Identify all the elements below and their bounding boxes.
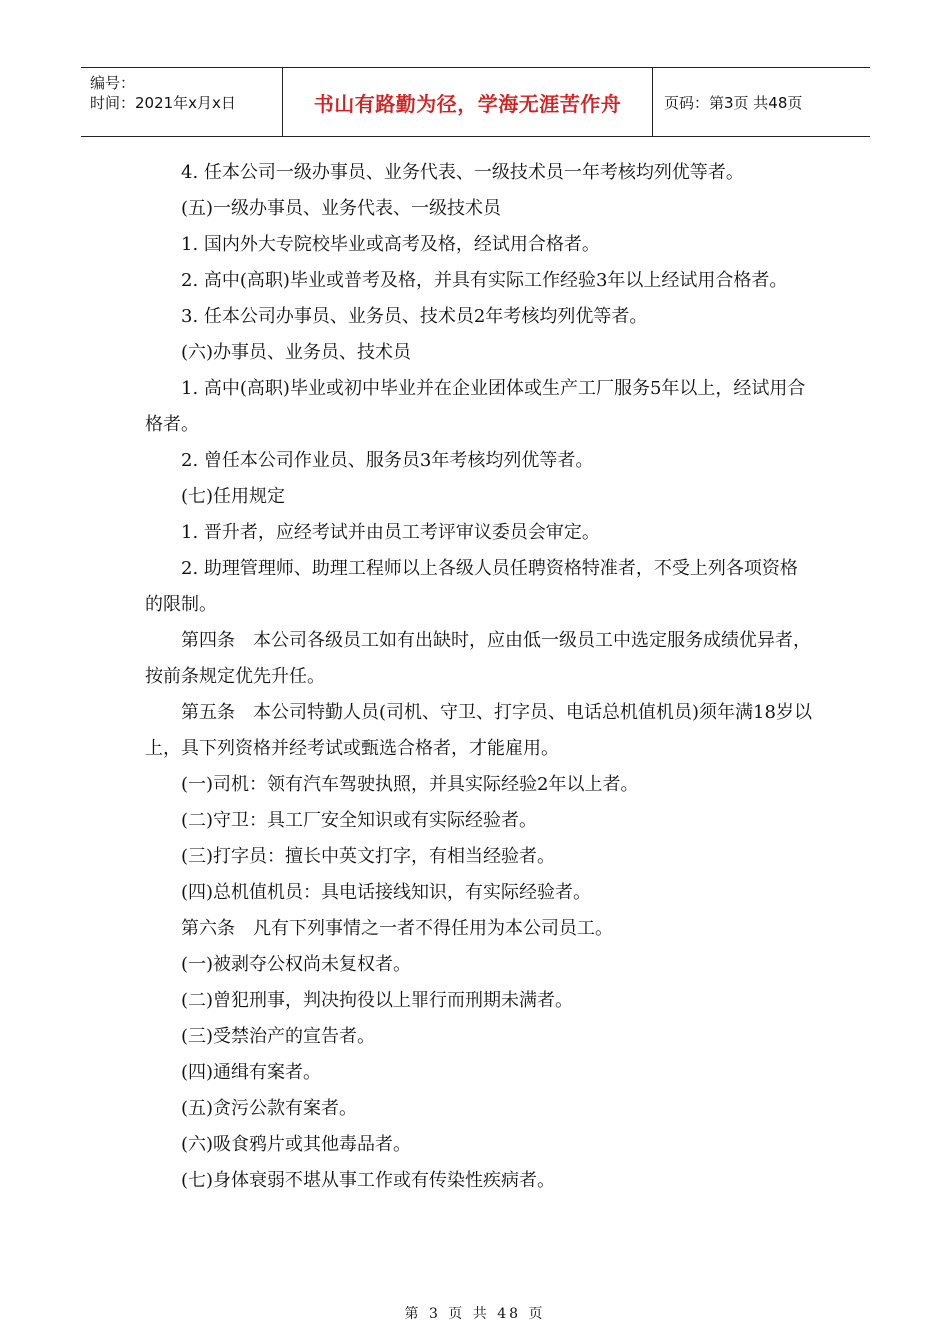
time-label: 时间：2021年x月x日	[90, 94, 236, 112]
paragraph: 1. 国内外大专院校毕业或高考及格，经试用合格者。	[181, 234, 600, 255]
paragraph: 1. 高中(高职)毕业或初中毕业并在企业团体或生产工厂服务5年以上，经试用合格者。	[145, 378, 806, 435]
paragraph: 2. 助理管理师、助理工程师以上各级人员任聘资格特准者，不受上列各项资格的限制。	[145, 558, 798, 615]
paragraph: 4. 任本公司一级办事员、业务代表、一级技术员一年考核均列优等者。	[181, 162, 744, 183]
page-indicator: 页码：第3页 共48页	[664, 93, 803, 112]
motto-text: 书山有路勤为径，学海无涯苦作舟	[313, 91, 622, 116]
paragraph: (五)贪污公款有案者。	[181, 1098, 358, 1119]
paragraph: (一)被剥夺公权尚未复权者。	[181, 954, 412, 975]
paragraph: (六)吸食鸦片或其他毒品者。	[181, 1134, 412, 1155]
header-meta	[81, 68, 283, 136]
page-footer: 第 3 页 共 48 页	[404, 1306, 546, 1322]
document-body	[145, 155, 813, 1199]
paragraph: 第六条 凡有下列事情之一者不得任用为本公司员工。	[181, 918, 613, 939]
header-motto-cell	[283, 68, 653, 136]
paragraph: (七)任用规定	[181, 486, 286, 507]
paragraph: (三)受禁治产的宣告者。	[181, 1026, 376, 1047]
paragraph: (四)通缉有案者。	[181, 1062, 322, 1083]
paragraph: (一)司机：领有汽车驾驶执照，并具实际经验2年以上者。	[181, 774, 639, 795]
document-header	[81, 67, 870, 137]
paragraph: 2. 曾任本公司作业员、服务员3年考核均列优等者。	[181, 450, 594, 471]
paragraph: (七)身体衰弱不堪从事工作或有传染性疾病者。	[181, 1170, 556, 1191]
paragraph: 2. 高中(高职)毕业或普考及格，并具有实际工作经验3年以上经试用合格者。	[181, 270, 788, 291]
paragraph: 第四条 本公司各级员工如有出缺时，应由低一级员工中选定服务成绩优异者，按前条规定优先升任。	[145, 630, 811, 687]
paragraph: (二)曾犯刑事，判决拘役以上罪行而刑期未满者。	[181, 990, 574, 1011]
paragraph: 3. 任本公司办事员、业务员、技术员2年考核均列优等者。	[181, 306, 648, 327]
paragraph: (二)守卫：具工厂安全知识或有实际经验者。	[181, 810, 538, 831]
paragraph: (六)办事员、业务员、技术员	[181, 342, 412, 363]
paragraph: (五)一级办事员、业务代表、一级技术员	[181, 198, 502, 219]
number-label: 编号：	[90, 74, 136, 92]
paragraph: 第五条 本公司特勤人员(司机、守卫、打字员、电话总机值机员)须年满18岁以上，具下列资格并经考试或甄选合格者，才能雇用。	[145, 702, 812, 759]
paragraph: (四)总机值机员：具电话接线知识，有实际经验者。	[181, 882, 592, 903]
paragraph: (三)打字员：擅长中英文打字，有相当经验者。	[181, 846, 556, 867]
paragraph: 1. 晋升者，应经考试并由员工考评审议委员会审定。	[181, 522, 600, 543]
